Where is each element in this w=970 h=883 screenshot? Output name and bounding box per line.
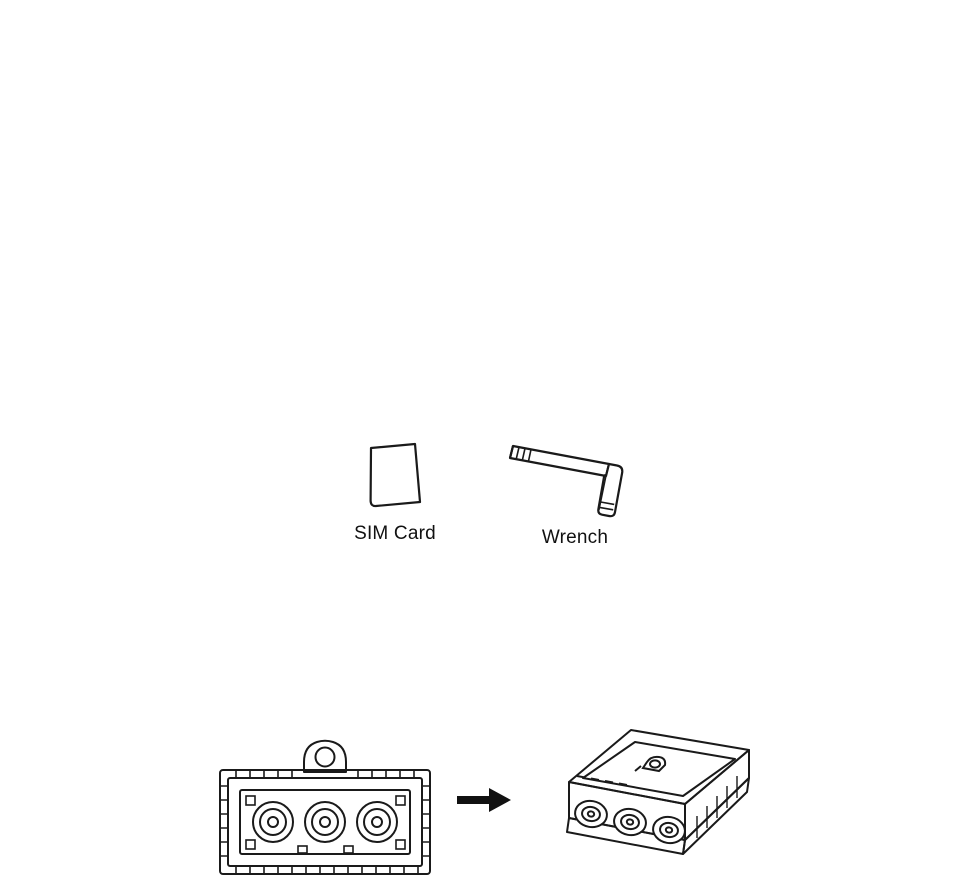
- mounting-bracket-front-view: [210, 720, 440, 880]
- sim-card-icon: [310, 440, 480, 516]
- accessory-item-sim-card: [310, 440, 480, 546]
- accessory-label-sim-card: SIM Card: [354, 523, 436, 544]
- allen-wrench-icon: [485, 440, 665, 520]
- accessories-group: [300, 440, 680, 570]
- assembly-arrow: [455, 785, 515, 815]
- device-isometric-view: [535, 718, 765, 883]
- assembly-diagram: [190, 700, 790, 883]
- accessory-item-wrench: [485, 440, 665, 550]
- accessory-label-wrench: Wrench: [541, 527, 609, 548]
